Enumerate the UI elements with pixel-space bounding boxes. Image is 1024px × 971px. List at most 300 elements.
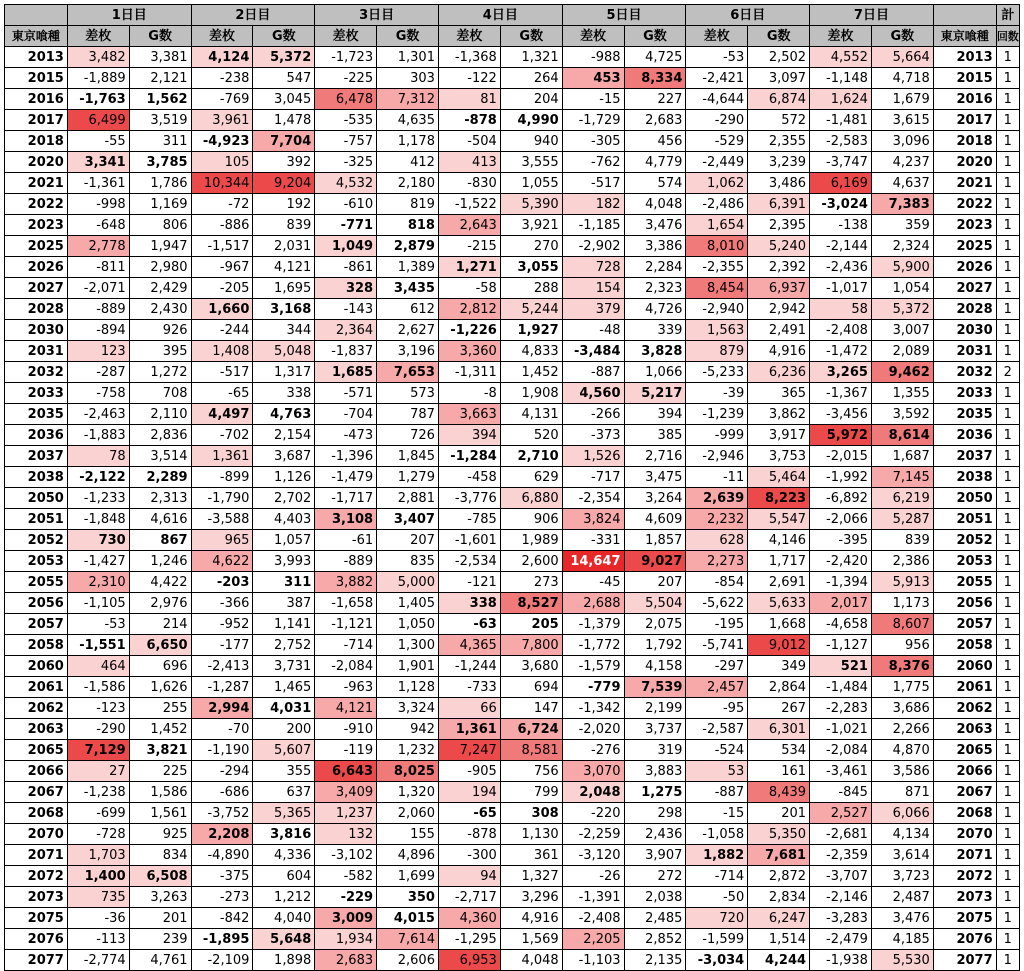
- table-row: [5, 845, 1020, 866]
- diff-cell: -5,233: [686, 362, 748, 383]
- machine-number-right: 2032: [933, 362, 996, 383]
- diff-cell: -1,551: [67, 635, 129, 656]
- diff-cell: -294: [191, 761, 253, 782]
- diff-cell: -1,517: [191, 236, 253, 257]
- machine-number-right: 2072: [933, 866, 996, 887]
- diff-header: 差枚: [686, 26, 748, 47]
- diff-cell: -1,127: [810, 635, 872, 656]
- diff-cell: -699: [67, 803, 129, 824]
- machine-number-right: 2067: [933, 782, 996, 803]
- machine-number: 2037: [5, 446, 68, 467]
- games-cell: 2,491: [748, 320, 810, 341]
- machine-number-right: 2076: [933, 929, 996, 950]
- diff-cell: -119: [315, 740, 377, 761]
- machine-number: 2038: [5, 467, 68, 488]
- diff-cell: -39: [686, 383, 748, 404]
- header-row-days: [5, 5, 1020, 26]
- diff-cell: -845: [810, 782, 872, 803]
- diff-cell: -205: [191, 278, 253, 299]
- machine-number-right: 2018: [933, 131, 996, 152]
- diff-cell: -1,017: [810, 278, 872, 299]
- games-cell: 5,633: [748, 593, 810, 614]
- games-cell: 2,879: [377, 236, 439, 257]
- diff-cell: -373: [562, 425, 624, 446]
- games-cell: 726: [377, 425, 439, 446]
- diff-cell: -3,283: [810, 908, 872, 929]
- diff-cell: -1,379: [562, 614, 624, 635]
- diff-cell: -2,946: [686, 446, 748, 467]
- diff-cell: -70: [191, 719, 253, 740]
- machine-number: 2035: [5, 404, 68, 425]
- games-cell: 1,452: [500, 362, 562, 383]
- diff-cell: 2,208: [191, 824, 253, 845]
- diff-cell: -785: [438, 509, 500, 530]
- count-cell: 1: [996, 677, 1019, 698]
- games-cell: 350: [377, 887, 439, 908]
- games-cell: 1,301: [377, 47, 439, 68]
- games-cell: 3,828: [624, 341, 686, 362]
- games-cell: 3,475: [624, 467, 686, 488]
- games-cell: 155: [377, 824, 439, 845]
- day-header: 2日目: [191, 5, 315, 26]
- games-cell: 1,569: [500, 929, 562, 950]
- diff-cell: 1,408: [191, 341, 253, 362]
- diff-cell: -3,747: [810, 152, 872, 173]
- diff-cell: 1,361: [191, 446, 253, 467]
- diff-cell: -5,622: [686, 593, 748, 614]
- day-header: 5日目: [562, 5, 686, 26]
- diff-cell: 4,124: [191, 47, 253, 68]
- games-cell: 1,898: [253, 950, 315, 971]
- count-cell: 1: [996, 593, 1019, 614]
- diff-cell: -215: [438, 236, 500, 257]
- games-cell: 2,691: [748, 572, 810, 593]
- table-row: [5, 740, 1020, 761]
- games-cell: 8,025: [377, 761, 439, 782]
- games-cell: 3,264: [624, 488, 686, 509]
- games-cell: 4,048: [500, 950, 562, 971]
- diff-cell: -2,413: [191, 656, 253, 677]
- games-cell: 4,916: [748, 341, 810, 362]
- diff-cell: -1,481: [810, 110, 872, 131]
- games-cell: 2,436: [624, 824, 686, 845]
- games-cell: 1,300: [377, 635, 439, 656]
- games-cell: 3,196: [377, 341, 439, 362]
- games-cell: 273: [500, 572, 562, 593]
- games-cell: 7,383: [871, 194, 933, 215]
- games-cell: 1,857: [624, 530, 686, 551]
- games-cell: 3,476: [871, 908, 933, 929]
- diff-cell: -887: [562, 362, 624, 383]
- games-cell: 2,836: [129, 425, 191, 446]
- games-cell: 1,989: [500, 530, 562, 551]
- machine-number-right: 2058: [933, 635, 996, 656]
- diff-cell: -3,707: [810, 866, 872, 887]
- diff-cell: 6,953: [438, 950, 500, 971]
- diff-cell: -55: [67, 131, 129, 152]
- table-row: [5, 887, 1020, 908]
- games-cell: 520: [500, 425, 562, 446]
- diff-cell: -1,992: [810, 467, 872, 488]
- table-row: [5, 110, 1020, 131]
- diff-cell: -297: [686, 656, 748, 677]
- diff-cell: -2,071: [67, 278, 129, 299]
- diff-cell: -728: [67, 824, 129, 845]
- machine-number-right: 2015: [933, 68, 996, 89]
- games-cell: 3,407: [377, 509, 439, 530]
- games-cell: 4,718: [871, 68, 933, 89]
- diff-cell: -366: [191, 593, 253, 614]
- diff-cell: 2,778: [67, 236, 129, 257]
- games-cell: 1,775: [871, 677, 933, 698]
- games-cell: 573: [377, 383, 439, 404]
- diff-cell: -963: [315, 677, 377, 698]
- machine-number-right: 2031: [933, 341, 996, 362]
- corner-cell: [5, 5, 68, 26]
- diff-cell: -290: [67, 719, 129, 740]
- table-row: [5, 530, 1020, 551]
- diff-cell: -1,790: [191, 488, 253, 509]
- games-cell: 239: [129, 929, 191, 950]
- diff-cell: -1,938: [810, 950, 872, 971]
- games-cell: 4,637: [871, 173, 933, 194]
- games-cell: 3,296: [500, 887, 562, 908]
- games-cell: 629: [500, 467, 562, 488]
- count-cell: 1: [996, 929, 1019, 950]
- games-cell: 1,947: [129, 236, 191, 257]
- machine-number-right: 2037: [933, 446, 996, 467]
- games-cell: 385: [624, 425, 686, 446]
- games-cell: 925: [129, 824, 191, 845]
- day-header: 7日目: [810, 5, 934, 26]
- diff-cell: -63: [438, 614, 500, 635]
- diff-cell: -2,587: [686, 719, 748, 740]
- diff-cell: -331: [562, 530, 624, 551]
- diff-cell: -1,311: [438, 362, 500, 383]
- games-cell: 835: [377, 551, 439, 572]
- machine-number-right: 2050: [933, 488, 996, 509]
- machine-number: 2055: [5, 572, 68, 593]
- diff-cell: -1,287: [191, 677, 253, 698]
- games-cell: 3,862: [748, 404, 810, 425]
- diff-cell: 2,994: [191, 698, 253, 719]
- games-cell: 5,372: [253, 47, 315, 68]
- games-cell: 3,917: [748, 425, 810, 446]
- diff-cell: 8,010: [686, 236, 748, 257]
- count-cell: 1: [996, 908, 1019, 929]
- diff-cell: -1,121: [315, 614, 377, 635]
- diff-cell: 521: [810, 656, 872, 677]
- games-cell: 5,547: [748, 509, 810, 530]
- games-cell: 1,066: [624, 362, 686, 383]
- diff-cell: 8,454: [686, 278, 748, 299]
- games-cell: 3,921: [500, 215, 562, 236]
- games-cell: 1,586: [129, 782, 191, 803]
- games-cell: 4,422: [129, 572, 191, 593]
- diff-cell: 4,560: [562, 383, 624, 404]
- machine-number: 2021: [5, 173, 68, 194]
- games-cell: 6,391: [748, 194, 810, 215]
- diff-cell: 1,654: [686, 215, 748, 236]
- games-cell: 956: [871, 635, 933, 656]
- machine-number-right: 2060: [933, 656, 996, 677]
- machine-number-right: 2063: [933, 719, 996, 740]
- table-row: [5, 614, 1020, 635]
- count-cell: 1: [996, 446, 1019, 467]
- games-cell: 225: [129, 761, 191, 782]
- diff-cell: -1,368: [438, 47, 500, 68]
- diff-cell: -2,109: [191, 950, 253, 971]
- games-cell: 799: [500, 782, 562, 803]
- diff-cell: -375: [191, 866, 253, 887]
- diff-cell: -887: [686, 782, 748, 803]
- games-cell: 4,609: [624, 509, 686, 530]
- diff-cell: 1,934: [315, 929, 377, 950]
- games-cell: 365: [748, 383, 810, 404]
- diff-cell: -571: [315, 383, 377, 404]
- table-row: [5, 278, 1020, 299]
- games-cell: 387: [253, 593, 315, 614]
- games-cell: 4,015: [377, 908, 439, 929]
- diff-cell: 2,688: [562, 593, 624, 614]
- diff-cell: -830: [438, 173, 500, 194]
- diff-cell: -910: [315, 719, 377, 740]
- games-cell: 4,237: [871, 152, 933, 173]
- games-cell: 1,178: [377, 131, 439, 152]
- diff-cell: -2,902: [562, 236, 624, 257]
- games-header: G数: [500, 26, 562, 47]
- diff-cell: 6,169: [810, 173, 872, 194]
- games-cell: 6,247: [748, 908, 810, 929]
- diff-cell: -2,436: [810, 257, 872, 278]
- diff-cell: -1,772: [562, 635, 624, 656]
- machine-number: 2061: [5, 677, 68, 698]
- table-row: [5, 341, 1020, 362]
- games-cell: 2,060: [377, 803, 439, 824]
- diff-cell: 4,552: [810, 47, 872, 68]
- diff-cell: 965: [191, 530, 253, 551]
- games-cell: 818: [377, 215, 439, 236]
- machine-number: 2062: [5, 698, 68, 719]
- diff-cell: -504: [438, 131, 500, 152]
- table-row: [5, 803, 1020, 824]
- games-cell: 6,066: [871, 803, 933, 824]
- diff-cell: 728: [562, 257, 624, 278]
- games-cell: 1,717: [748, 551, 810, 572]
- games-cell: 1,561: [129, 803, 191, 824]
- diff-cell: -779: [562, 677, 624, 698]
- games-cell: 207: [377, 530, 439, 551]
- games-header: G数: [748, 26, 810, 47]
- games-cell: 2,031: [253, 236, 315, 257]
- machine-number-right: 2028: [933, 299, 996, 320]
- diff-cell: 3,265: [810, 362, 872, 383]
- count-cell: 1: [996, 68, 1019, 89]
- games-cell: 4,635: [377, 110, 439, 131]
- games-cell: 2,135: [624, 950, 686, 971]
- table-row: [5, 551, 1020, 572]
- diff-cell: -45: [562, 572, 624, 593]
- diff-cell: -113: [67, 929, 129, 950]
- diff-cell: -1,391: [562, 887, 624, 908]
- machine-number-right: 2056: [933, 593, 996, 614]
- diff-cell: 1,062: [686, 173, 748, 194]
- diff-cell: -1,895: [191, 929, 253, 950]
- games-cell: 2,075: [624, 614, 686, 635]
- diff-cell: -238: [191, 68, 253, 89]
- games-cell: 4,031: [253, 698, 315, 719]
- diff-cell: -53: [686, 47, 748, 68]
- games-cell: 3,687: [253, 446, 315, 467]
- diff-cell: 78: [67, 446, 129, 467]
- games-cell: 839: [253, 215, 315, 236]
- diff-cell: -889: [315, 551, 377, 572]
- diff-cell: -1,601: [438, 530, 500, 551]
- diff-cell: -122: [438, 68, 500, 89]
- diff-cell: -2,479: [810, 929, 872, 950]
- games-cell: 1,169: [129, 194, 191, 215]
- games-cell: 2,386: [871, 551, 933, 572]
- games-cell: 942: [377, 719, 439, 740]
- table-row: [5, 488, 1020, 509]
- diff-cell: -3,461: [810, 761, 872, 782]
- diff-cell: 132: [315, 824, 377, 845]
- games-cell: 2,485: [624, 908, 686, 929]
- machine-number-right: 2020: [933, 152, 996, 173]
- diff-cell: 2,527: [810, 803, 872, 824]
- diff-cell: -473: [315, 425, 377, 446]
- games-cell: 2,284: [624, 257, 686, 278]
- table-row: [5, 908, 1020, 929]
- count-cell: 1: [996, 740, 1019, 761]
- games-cell: 2,180: [377, 173, 439, 194]
- games-cell: 5,287: [871, 509, 933, 530]
- games-cell: 4,336: [253, 845, 315, 866]
- table-row: [5, 509, 1020, 530]
- games-cell: 1,246: [129, 551, 191, 572]
- games-cell: 359: [871, 215, 933, 236]
- games-cell: 2,980: [129, 257, 191, 278]
- diff-cell: -886: [191, 215, 253, 236]
- diff-cell: -305: [562, 131, 624, 152]
- games-cell: 1,057: [253, 530, 315, 551]
- games-cell: 267: [748, 698, 810, 719]
- diff-cell: 14,647: [562, 551, 624, 572]
- machine-number: 2073: [5, 887, 68, 908]
- count-cell: 1: [996, 257, 1019, 278]
- games-cell: 5,217: [624, 383, 686, 404]
- diff-cell: -244: [191, 320, 253, 341]
- count-cell: 1: [996, 866, 1019, 887]
- diff-cell: -988: [562, 47, 624, 68]
- diff-cell: -195: [686, 614, 748, 635]
- games-cell: 7,614: [377, 929, 439, 950]
- games-cell: 4,725: [624, 47, 686, 68]
- diff-cell: -1,522: [438, 194, 500, 215]
- count-cell: 2: [996, 362, 1019, 383]
- games-cell: 926: [129, 320, 191, 341]
- games-cell: 161: [748, 761, 810, 782]
- diff-cell: -1,342: [562, 698, 624, 719]
- diff-cell: -15: [562, 89, 624, 110]
- games-cell: 7,704: [253, 131, 315, 152]
- games-cell: 2,154: [253, 425, 315, 446]
- games-cell: 147: [500, 698, 562, 719]
- diff-cell: -524: [686, 740, 748, 761]
- games-cell: 4,616: [129, 509, 191, 530]
- diff-cell: -1,148: [810, 68, 872, 89]
- machine-number: 2025: [5, 236, 68, 257]
- games-cell: 1,212: [253, 887, 315, 908]
- games-cell: 5,365: [253, 803, 315, 824]
- table-row: [5, 719, 1020, 740]
- games-cell: 264: [500, 68, 562, 89]
- games-cell: 8,607: [871, 614, 933, 635]
- diff-cell: 81: [438, 89, 500, 110]
- games-header: G数: [624, 26, 686, 47]
- diff-cell: 2,205: [562, 929, 624, 950]
- diff-cell: -61: [315, 530, 377, 551]
- diff-cell: -967: [191, 257, 253, 278]
- games-cell: 201: [748, 803, 810, 824]
- games-cell: 3,615: [871, 110, 933, 131]
- count-cell: 1: [996, 47, 1019, 68]
- diff-cell: -1,837: [315, 341, 377, 362]
- count-cell: 1: [996, 614, 1019, 635]
- machine-number: 2057: [5, 614, 68, 635]
- games-cell: 4,726: [624, 299, 686, 320]
- diff-cell: -203: [191, 572, 253, 593]
- games-cell: 5,664: [871, 47, 933, 68]
- games-cell: 9,204: [253, 173, 315, 194]
- diff-cell: 735: [67, 887, 129, 908]
- diff-cell: -878: [438, 110, 500, 131]
- games-cell: 204: [500, 89, 562, 110]
- games-cell: 2,266: [871, 719, 933, 740]
- games-cell: 6,650: [129, 635, 191, 656]
- diff-cell: -1,185: [562, 215, 624, 236]
- count-cell: 1: [996, 698, 1019, 719]
- table-row: [5, 425, 1020, 446]
- machine-number-right: 2033: [933, 383, 996, 404]
- games-cell: 1,272: [129, 362, 191, 383]
- games-cell: 7,653: [377, 362, 439, 383]
- diff-cell: 628: [686, 530, 748, 551]
- games-cell: 2,089: [871, 341, 933, 362]
- games-cell: 708: [129, 383, 191, 404]
- machine-number-right: 2073: [933, 887, 996, 908]
- games-cell: 3,007: [871, 320, 933, 341]
- games-cell: 2,429: [129, 278, 191, 299]
- games-cell: 1,130: [500, 824, 562, 845]
- games-cell: 1,321: [500, 47, 562, 68]
- count-cell: 1: [996, 341, 1019, 362]
- diff-cell: 58: [810, 299, 872, 320]
- diff-cell: -771: [315, 215, 377, 236]
- games-cell: 1,279: [377, 467, 439, 488]
- games-cell: 456: [624, 131, 686, 152]
- diff-cell: -529: [686, 131, 748, 152]
- table-row: [5, 173, 1020, 194]
- table-body: [5, 47, 1020, 971]
- diff-cell: 1,703: [67, 845, 129, 866]
- diff-cell: -11: [686, 467, 748, 488]
- diff-cell: 1,882: [686, 845, 748, 866]
- games-cell: 3,381: [129, 47, 191, 68]
- table-row: [5, 68, 1020, 89]
- games-cell: 3,045: [253, 89, 315, 110]
- games-cell: 2,864: [748, 677, 810, 698]
